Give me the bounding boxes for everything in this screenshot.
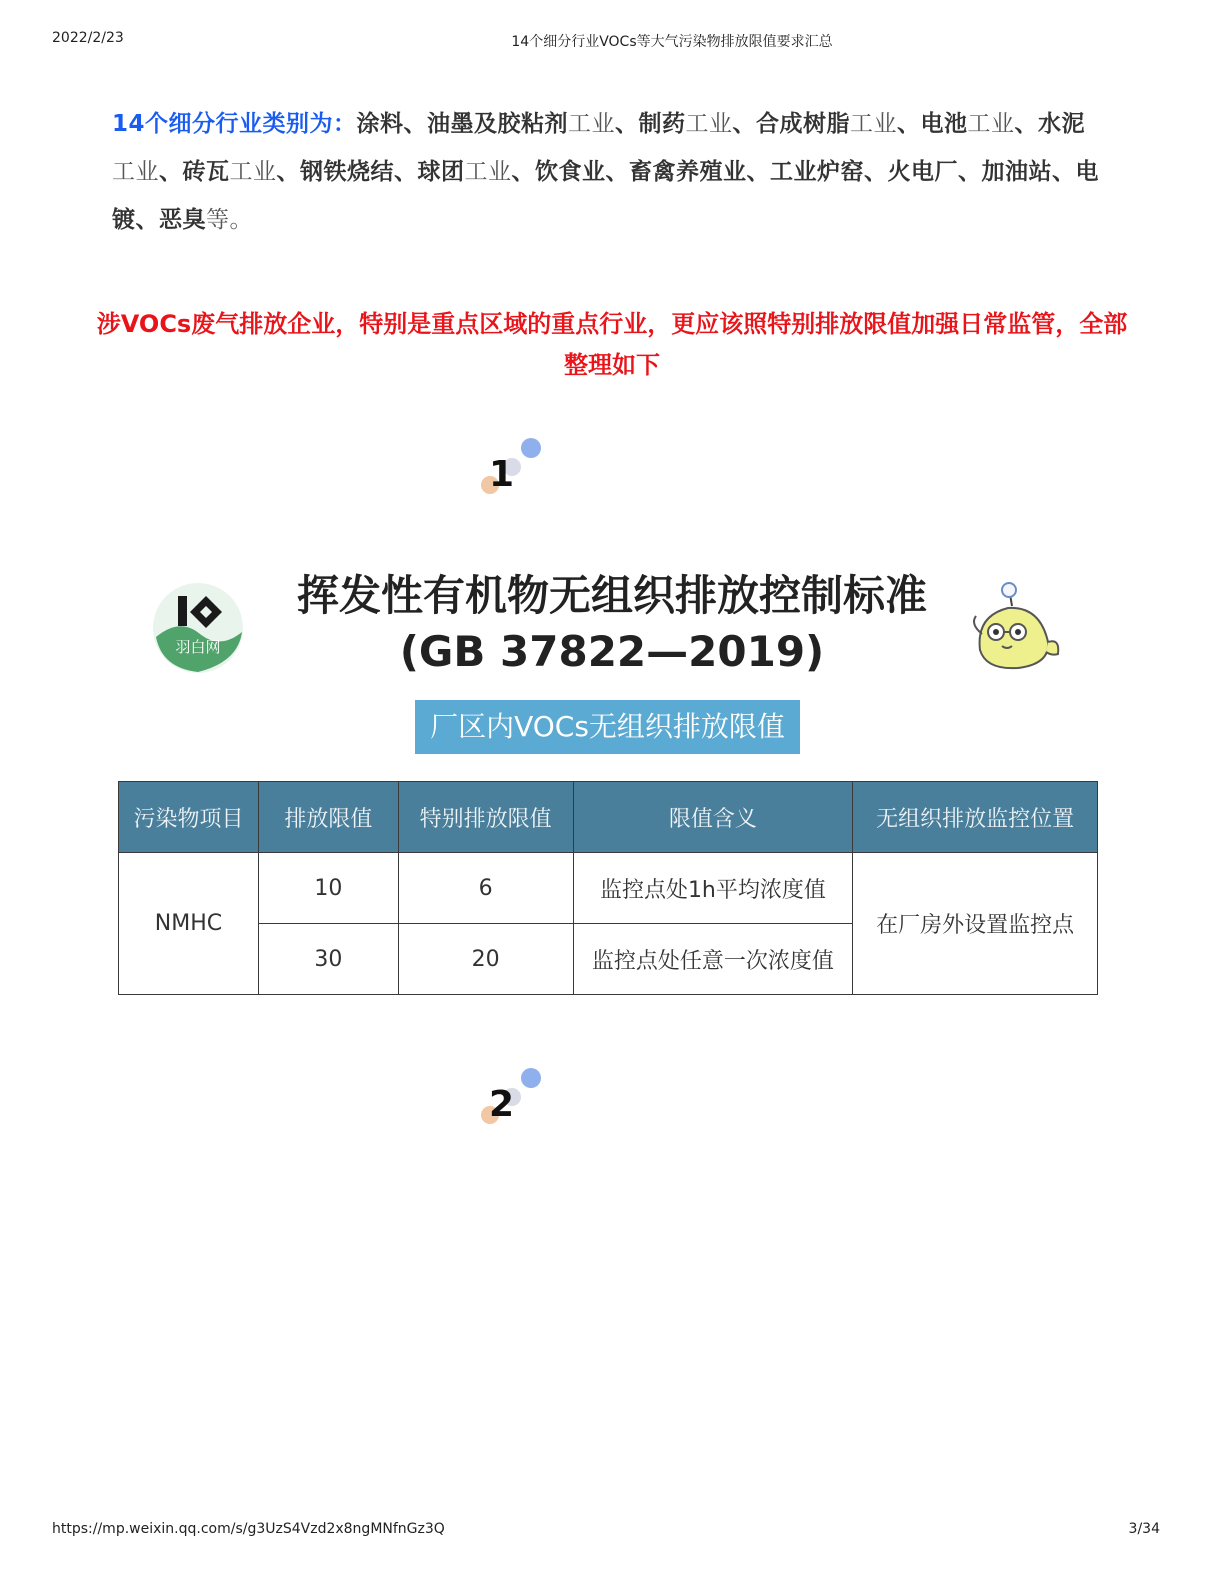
footer-url-link[interactable]: https://mp.weixin.qq.com/s/g3UzS4Vzd2x8ngMNfnGz3Q xyxy=(52,1521,445,1537)
location-cell: 在厂房外设置监控点 xyxy=(853,853,1098,995)
industry-seg-2: 、制药 xyxy=(615,111,686,137)
table-header-row xyxy=(119,782,1098,853)
table-row xyxy=(119,853,1098,924)
col-header-meaning: 限值含义 xyxy=(573,782,853,853)
marker-dot-blue-icon xyxy=(521,1068,541,1088)
industry-seg-3: 、合成树脂 xyxy=(732,111,851,137)
industry-seg-4: 、电池 xyxy=(897,111,968,137)
col-header-pollutant: 污染物项目 xyxy=(119,782,259,853)
industry-word-8: 等。 xyxy=(206,207,253,233)
mascot-icon xyxy=(966,580,1062,676)
industry-word-1: 工业 xyxy=(568,111,616,137)
pollutant-cell: NMHC xyxy=(119,853,259,995)
special-limit-cell: 6 xyxy=(398,853,573,924)
logo-text: 羽白网 xyxy=(175,638,221,656)
meaning-cell: 监控点处1h平均浓度值 xyxy=(573,853,853,924)
industry-word-5: 工业 xyxy=(112,159,159,185)
emission-limit-table xyxy=(118,781,1098,995)
industry-word-4: 工业 xyxy=(967,111,1015,137)
page-header-title: 14个细分行业VOCs等大气污染物排放限值要求汇总 xyxy=(511,34,833,50)
col-header-special-limit: 特别排放限值 xyxy=(398,782,573,853)
standard-badge: 厂区内VOCs无组织排放限值 xyxy=(415,700,800,754)
industry-word-6: 工业 xyxy=(229,159,277,185)
limit-cell: 30 xyxy=(258,924,398,995)
standard-title-line2: (GB 37822—2019) xyxy=(399,627,825,676)
industry-seg-1: 涂料、油墨及胶粘剂 xyxy=(356,111,569,137)
marker-dot-blue-icon xyxy=(521,438,541,458)
industry-word-3: 工业 xyxy=(850,111,898,137)
industry-word-2: 工业 xyxy=(685,111,733,137)
col-header-location: 无组织排放监控位置 xyxy=(853,782,1098,853)
section-number: 2 xyxy=(489,1084,515,1125)
print-date: 2022/2/23 xyxy=(52,30,124,46)
col-header-limit: 排放限值 xyxy=(258,782,398,853)
section-marker-1 xyxy=(481,438,551,508)
standard-title xyxy=(230,568,994,680)
section-number: 1 xyxy=(489,454,515,495)
meaning-cell: 监控点处任意一次浓度值 xyxy=(573,924,853,995)
industry-word-7: 工业 xyxy=(464,159,512,185)
industry-list-lead: 14个细分行业类别为： xyxy=(112,111,357,137)
industry-list-paragraph xyxy=(112,100,1102,244)
industry-seg-8: 、饮食业、畜禽养殖业、工业炉窑、火电厂、加油站、电镀、恶臭 xyxy=(112,159,1099,233)
special-limit-cell: 20 xyxy=(398,924,573,995)
standard-title-line1: 挥发性有机物无组织排放控制标准 xyxy=(296,571,927,620)
industry-seg-6: 、砖瓦 xyxy=(159,159,230,185)
section-marker-2 xyxy=(481,1068,551,1138)
industry-seg-5: 、水泥 xyxy=(1014,111,1086,137)
limit-cell: 10 xyxy=(258,853,398,924)
special-limit-notice: 涉VOCs废气排放企业，特别是重点区域的重点行业，更应该照特别排放限值加强日常监管，全部整理如下 xyxy=(96,310,1128,379)
industry-seg-7: 、钢铁烧结、球团 xyxy=(276,159,465,185)
page-number: 3/34 xyxy=(1128,1521,1160,1537)
